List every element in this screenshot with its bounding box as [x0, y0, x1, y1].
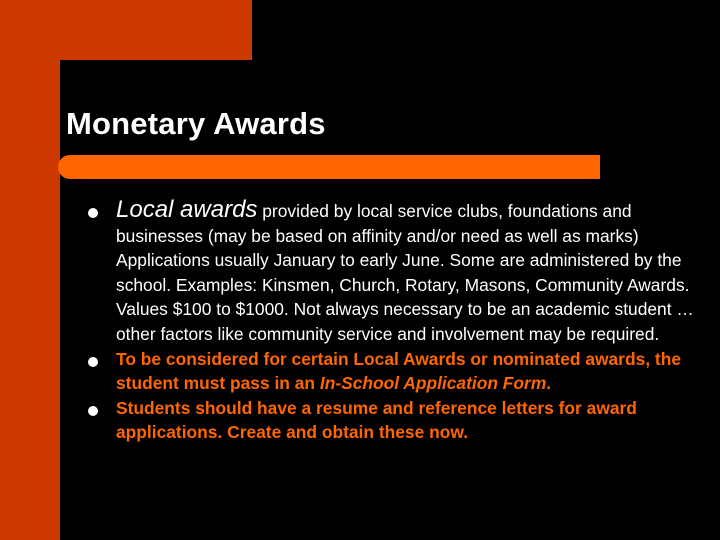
bullet-resume-letters — [80, 396, 718, 445]
bullet-body-text: To be considered for certain Local Awards or nominated awards, the student must pass in an — [116, 348, 681, 394]
bullet-local-awards — [80, 198, 718, 347]
side-accent-bar — [0, 0, 60, 540]
bullet-list — [80, 198, 718, 445]
rounded-corner — [60, 60, 100, 100]
bullet-dot-icon — [88, 208, 98, 218]
title-underline-bar — [58, 155, 600, 179]
bullet-in-school-application — [80, 347, 718, 396]
bullet-body-text: provided by local service clubs, foundations and businesses (may be based on affinity and/or need as well as marks) Applications usually January to early June. Some are administered by the school. Examples: Kinsmen, Church, Rotary, Masons, Community Awards. Values $100 to $1000. Not always necessary to be an academic student … other factors like community service and involvement may be required. — [116, 201, 694, 344]
bullet-dot-icon — [88, 357, 98, 367]
bullet-lead-text: Local awards — [116, 196, 258, 223]
bullet-end-text: . — [546, 373, 552, 394]
bullet-body-text: Students should have a resume and reference letters for award applications. Create and obtain these now. — [116, 397, 637, 443]
application-form-name: In-School Application Form — [319, 373, 547, 394]
slide-title: Monetary Awards — [66, 106, 326, 141]
bullet-dot-icon — [88, 406, 98, 416]
